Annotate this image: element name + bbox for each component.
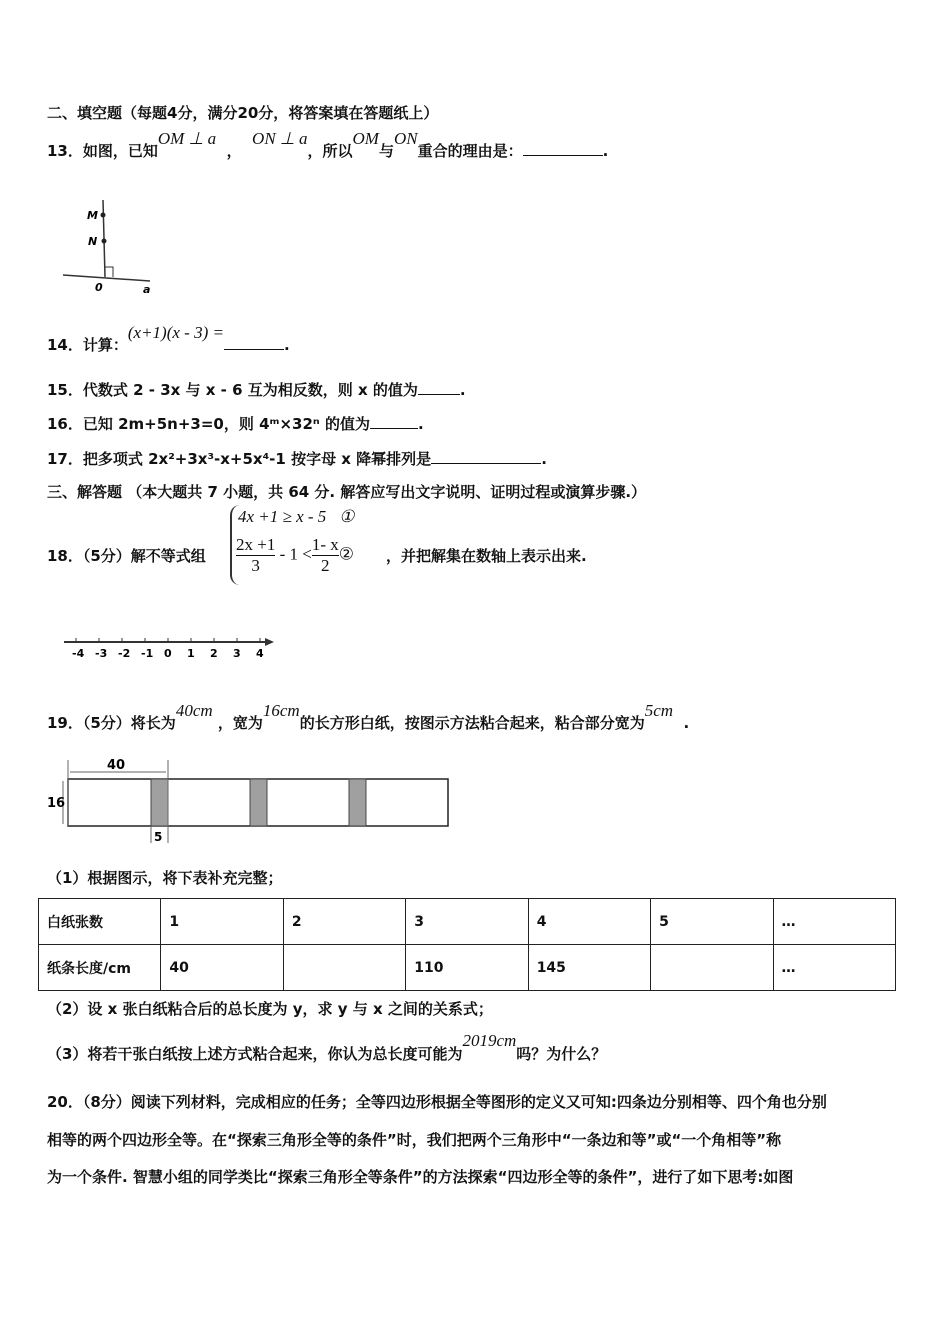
q-text: 的长方形白纸，按图示方法粘合起来，粘合部分宽为 <box>299 714 645 732</box>
paper-strip-diagram <box>45 755 455 845</box>
q-text: ，所以 <box>307 142 353 160</box>
table-cell[interactable] <box>651 945 773 991</box>
question-15: 15．代数式 2 - 3x 与 x - 6 互为相反数，则 x 的值为 . <box>47 381 466 399</box>
table-cell: 5 <box>651 899 773 945</box>
section-heading: 二、填空题（每题4分，满分20分，将答案填在答题纸上） <box>47 104 439 122</box>
table-row <box>39 899 896 945</box>
label-M: M <box>87 209 98 222</box>
label-O: 0 <box>95 281 103 294</box>
table-cell: 145 <box>528 945 650 991</box>
math: OM ⊥ a <box>157 129 217 148</box>
q-text: 19．（5分）将长为 <box>47 714 176 732</box>
math: 16cm <box>262 701 300 720</box>
q-text: 重合的理由是： <box>417 142 523 160</box>
q-text: （3）将若干张白纸按上述方式粘合起来，你认为总长度可能为 <box>47 1045 463 1063</box>
math: 2019cm <box>462 1031 517 1050</box>
question-20-line: 相等的两个四边形全等。在“探索三角形全等的条件”时，我们把两个三角形中“一条边和等”或“一个角相等”称 <box>47 1131 782 1149</box>
axis-tick-label: -3 <box>95 647 108 660</box>
question-20-line: 为一个条件. 智慧小组的同学类比“探索三角形全等条件”的方法探索“四边形全等的条件”，进行了如下思考:如图 <box>47 1168 794 1186</box>
section-heading: 三、解答题 （本大题共 7 小题，共 64 分. 解答应写出文字说明、证明过程或演算步骤.） <box>47 483 647 501</box>
q-text: 13．如图，已知 <box>47 142 158 160</box>
q-text: 17．把多项式 2x²+3x³-x+5x⁴-1 按字母 x 降幂排列是 <box>47 450 432 468</box>
q-text: 与 <box>378 142 394 160</box>
question-13 <box>47 129 609 161</box>
table-cell: 40 <box>161 945 283 991</box>
table-cell: 1 <box>161 899 283 945</box>
answer-blank[interactable] <box>431 449 541 464</box>
q-text: . <box>602 142 609 160</box>
q-text: 16．已知 2m+5n+3=0，则 4ᵐ×32ⁿ 的值为 <box>47 415 370 433</box>
denominator: 3 <box>251 556 260 575</box>
q-text: ，宽为 <box>217 714 263 732</box>
axis-tick-label: 3 <box>233 647 241 660</box>
question-19-part1: （1）根据图示，将下表补充完整； <box>47 869 283 887</box>
numerator: 2x +1 <box>236 535 276 554</box>
math: - 1 < <box>279 544 312 564</box>
number-line <box>62 632 282 662</box>
question-19 <box>47 700 690 732</box>
q-text: . <box>283 336 290 354</box>
table-cell: … <box>773 945 895 991</box>
axis-tick-label: 2 <box>210 647 218 660</box>
question-18-prefix: 18．（5分）解不等式组 <box>47 547 206 565</box>
inequality-system <box>230 505 392 585</box>
table-cell: … <box>773 899 895 945</box>
question-17: 17．把多项式 2x²+3x³-x+5x⁴-1 按字母 x 降幂排列是 . <box>47 450 547 468</box>
table-cell: 110 <box>406 945 528 991</box>
denominator: 2 <box>321 556 330 575</box>
length-label: 40 <box>107 758 126 773</box>
perpendicular-figure <box>55 195 165 300</box>
table-cell: 2 <box>283 899 405 945</box>
math: 40cm <box>175 701 213 720</box>
numerator: 1- x <box>311 535 339 554</box>
axis-tick-label: 4 <box>256 647 264 660</box>
q-text: ， <box>226 142 242 160</box>
table-cell: 3 <box>406 899 528 945</box>
question-19-part2: （2）设 x 张白纸粘合后的总长度为 y，求 y 与 x 之间的关系式； <box>47 1000 493 1018</box>
q-text: 吗？为什么？ <box>516 1045 607 1063</box>
table-cell: 4 <box>528 899 650 945</box>
question-16: 16．已知 2m+5n+3=0，则 4ᵐ×32ⁿ 的值为 . <box>47 415 424 433</box>
inequality-1: 4x +1 ≥ x - 5 <box>238 507 327 526</box>
math: ON <box>393 129 418 148</box>
overlap-label: 5 <box>154 830 163 844</box>
axis-tick-label: 1 <box>187 647 195 660</box>
math: (x+1)(x - 3) = <box>127 323 224 342</box>
answer-blank[interactable] <box>224 335 284 350</box>
question-20-line: 20．（8分）阅读下列材料，完成相应的任务；全等四边形根据全等图形的定义又可知:四条边分别相等、四个角也分别 <box>47 1093 827 1111</box>
question-18-suffix: ，并把解集在数轴上表示出来. <box>386 547 587 565</box>
table-cell: 纸条长度/cm <box>39 945 161 991</box>
q-text: 15．代数式 2 - 3x 与 x - 6 互为相反数，则 x 的值为 <box>47 381 418 399</box>
answer-blank[interactable] <box>523 141 603 156</box>
table-cell: 白纸张数 <box>39 899 161 945</box>
circled-2: ② <box>338 544 355 564</box>
table-cell[interactable] <box>283 945 405 991</box>
q-text: . <box>683 714 690 732</box>
axis-tick-label: -2 <box>118 647 131 660</box>
axis-tick-label: -1 <box>141 647 154 660</box>
question-14 <box>47 322 290 354</box>
width-label: 16 <box>47 796 66 811</box>
answer-blank[interactable] <box>370 414 418 429</box>
circled-1: ① <box>339 507 355 526</box>
answer-blank[interactable] <box>418 380 460 395</box>
q-text: 14．计算： <box>47 336 128 354</box>
label-a: a <box>143 283 151 296</box>
axis-tick-label: 0 <box>164 647 172 660</box>
math: OM <box>352 129 379 148</box>
question-19-part3 <box>47 1030 607 1063</box>
table-row <box>39 945 896 991</box>
math: 5cm <box>644 701 674 720</box>
label-N: N <box>88 235 98 248</box>
axis-tick-label: -4 <box>72 647 85 660</box>
math: ON ⊥ a <box>252 129 308 148</box>
data-table <box>38 898 896 991</box>
